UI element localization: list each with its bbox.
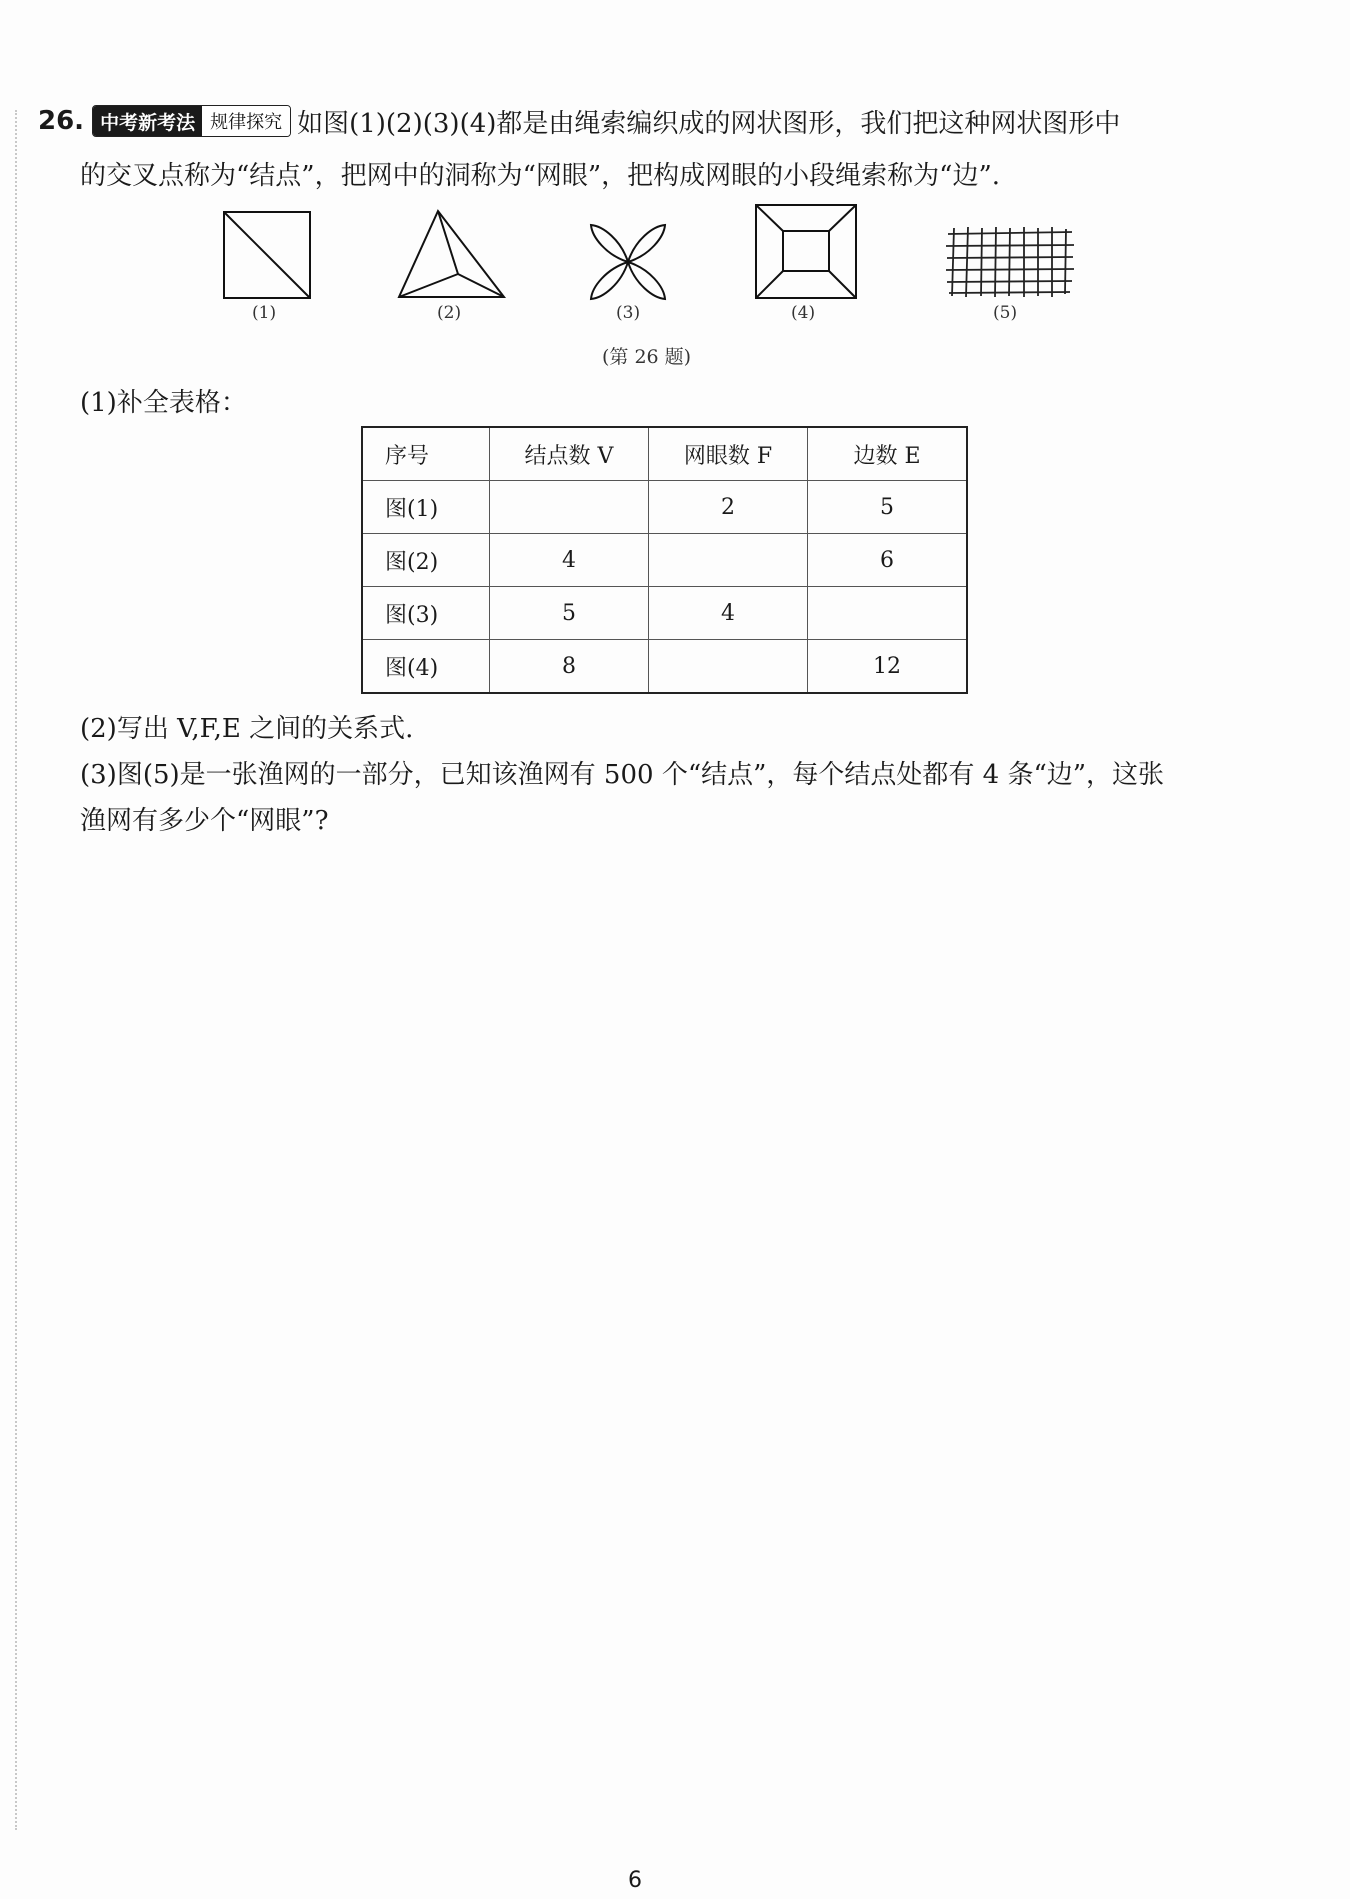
header-cell: 序号 (362, 427, 490, 481)
table-cell: 图(2) (362, 534, 490, 587)
figure-2-label: (2) (437, 303, 462, 323)
header-cell: 网眼数 F (649, 427, 808, 481)
part-1-prompt: (1)补全表格： (80, 388, 247, 418)
part-3-prompt-line-1: (3)图(5)是一张渔网的一部分，已知该渔网有 500 个“结点”，每个结点处都有 4 条“边”，这张 (80, 760, 1165, 790)
part-2-prompt: (2)写出 V,F,E 之间的关系式. (80, 714, 414, 744)
header-cell: 结点数 V (490, 427, 649, 481)
table-header-row (362, 427, 967, 481)
figure-1-square-diagonal (222, 210, 312, 300)
table-cell: 4 (649, 587, 808, 640)
table-cell: 5 (808, 481, 968, 534)
figure-caption: (第 26 题) (602, 346, 692, 368)
question-stem-line-2: 的交叉点称为“结点”，把网中的洞称为“网眼”，把构成网眼的小段绳索称为“边”. (80, 161, 1001, 191)
part-3-prompt-line-2: 渔网有多少个“网眼”? (80, 806, 329, 836)
table-cell (490, 481, 649, 534)
table-cell: 图(1) (362, 481, 490, 534)
answer-table (361, 426, 968, 694)
table-row (362, 587, 967, 640)
page-number: 6 (628, 1868, 642, 1893)
tag-primary: 中考新考法 (93, 106, 202, 136)
table-cell: 8 (490, 640, 649, 694)
binding-margin-line (15, 110, 17, 1830)
table-cell: 图(3) (362, 587, 490, 640)
question-number: 26. (38, 106, 85, 136)
figure-1-label: (1) (252, 303, 277, 323)
table-row (362, 534, 967, 587)
table-cell: 6 (808, 534, 968, 587)
figure-2-triangle (396, 208, 508, 300)
table-cell: 12 (808, 640, 968, 694)
table-cell: 5 (490, 587, 649, 640)
question-tag (92, 105, 291, 137)
tag-secondary: 规律探究 (202, 106, 290, 136)
table-cell (808, 587, 968, 640)
header-cell: 边数 E (808, 427, 968, 481)
table-row (362, 481, 967, 534)
question-line-1 (38, 103, 1120, 139)
figure-3-label: (3) (616, 303, 641, 323)
figure-5-fishing-net (944, 226, 1076, 298)
table-row (362, 640, 967, 694)
table-cell: 2 (649, 481, 808, 534)
figure-4-square-frame (754, 203, 858, 300)
question-stem-line-1: 如图(1)(2)(3)(4)都是由绳索编织成的网状图形，我们把这种网状图形中 (297, 108, 1121, 139)
table-cell (649, 640, 808, 694)
table-cell: 4 (490, 534, 649, 587)
table-cell: 图(4) (362, 640, 490, 694)
table-cell (649, 534, 808, 587)
figure-3-petals (588, 222, 668, 302)
figure-5-label: (5) (993, 303, 1018, 323)
figure-4-label: (4) (791, 303, 816, 323)
